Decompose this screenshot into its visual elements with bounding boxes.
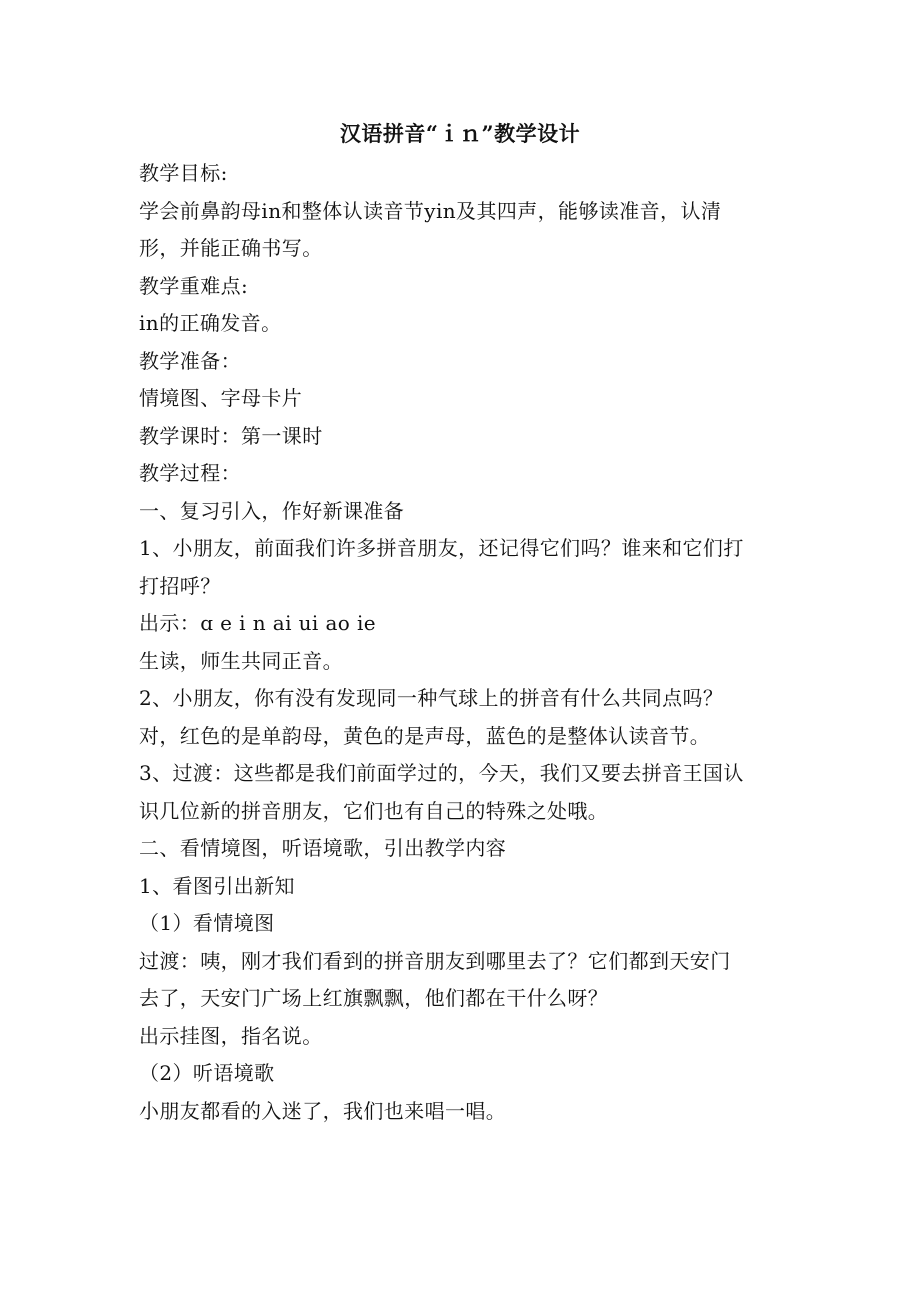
line-student-reading: 生读，师生共同正音。	[139, 648, 343, 673]
line-subitem-2: （2）听语境歌	[139, 1061, 275, 1085]
line-step-3-text-1: 3、过渡：这些都是我们前面学过的，今天，我们又要去拼音王国认	[139, 761, 744, 785]
line-key-difficulty-text: in的正确发音。	[139, 311, 282, 335]
line-transition-text-1: 过渡：咦，刚才我们看到的拼音朋友到哪里去了？它们都到天安门	[139, 948, 731, 973]
line-process-heading: 教学过程：	[139, 461, 241, 485]
line-step-1-text-1: 1、小朋友，前面我们许多拼音朋友，还记得它们吗？谁来和它们打	[139, 536, 744, 560]
line-subitem-1: （1）看情境图	[139, 911, 275, 935]
line-sing-along: 小朋友都看的入迷了，我们也来唱一唱。	[139, 1098, 507, 1123]
line-class-hours: 教学课时：第一课时	[139, 423, 323, 448]
line-show-pinyin: 出示：ɑ e i n ai ui ao ie	[139, 611, 377, 635]
line-teaching-goal-text-2: 形，并能正确书写。	[139, 236, 323, 260]
document-title: 汉语拼音“ｉｎ”教学设计	[339, 121, 581, 146]
line-preparation-text: 情境图、字母卡片	[139, 386, 303, 410]
line-step-3-text-2: 识几位新的拼音朋友，它们也有自己的特殊之处哦。	[139, 798, 609, 823]
line-section-two: 二、看情境图，听语境歌，引出教学内容	[139, 836, 507, 860]
line-balloon-answer: 对，红色的是单韵母，黄色的是声母，蓝色的是整体认读音节。	[139, 723, 711, 748]
line-step-1-text-2: 打招呼？	[139, 573, 221, 598]
line-show-chart: 出示挂图，指名说。	[139, 1023, 323, 1048]
line-section-one: 一、复习引入，作好新课准备	[139, 498, 405, 523]
line-key-difficulty-heading: 教学重难点:	[139, 273, 249, 298]
line-preparation-heading: 教学准备：	[139, 348, 241, 373]
line-step-2-text: 2、小朋友，你有没有发现同一种气球上的拼音有什么共同点吗？	[139, 686, 724, 710]
line-teaching-goal-text-1: 学会前鼻韵母in和整体认读音节yin及其四声，能够读准音，认清	[139, 198, 722, 223]
line-transition-text-2: 去了，天安门广场上红旗飘飘，他们都在干什么呀？	[139, 986, 609, 1010]
line-subsection-1: 1、看图引出新知	[139, 873, 295, 898]
document-body	[139, 155, 789, 1130]
line-teaching-goal-heading: 教学目标:	[139, 161, 228, 185]
